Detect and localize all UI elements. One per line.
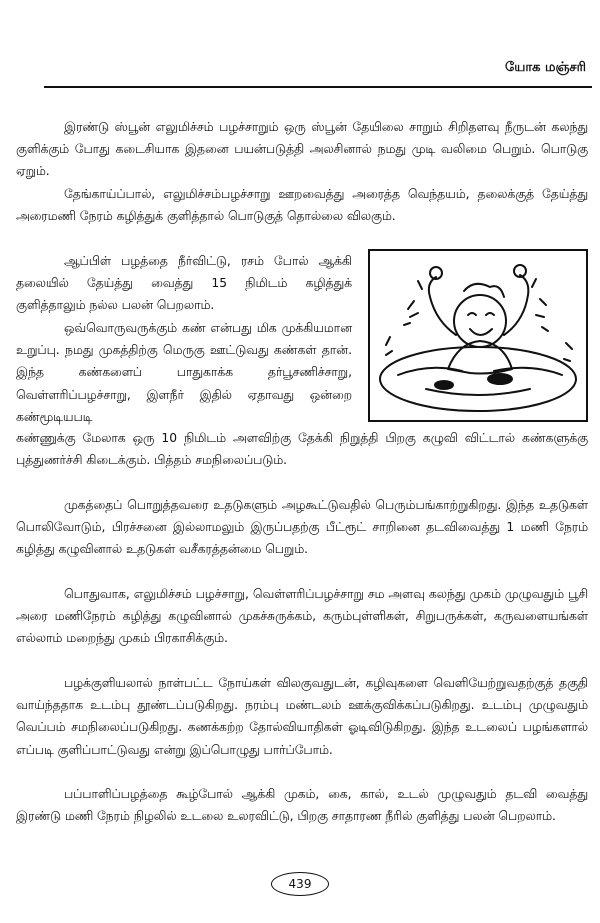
paragraph-apple-juice: ஆப்பிள் பழத்தை நீர்விட்டு, ரசம் போல் ஆக்கி தலையில் தேய்த்து வைத்து 15 நிமிடம் கழித்துக் குளித்தாலும் நல்ல பலன் பெறலாம். — [16, 254, 352, 313]
paragraph-lemon-tea-rinse: இரண்டு ஸ்பூன் எலுமிச்சம் பழச்சாறும் ஒரு ஸ்பூன் தேயிலை சாறும் சிறிதளவு நீருடன் கலந்து குளிக்கும் போது கடைசியாக இதனை பயன்படுத்தி அலசினால் நமது முடி வலிமை பெறும். பொடுகு ஏறும். — [16, 120, 588, 179]
paragraph-fruit-bath: பழக்குளியலால் நாள்பட்ட நோய்கள் விலகுவதுடன், கழிவுகளை வெளியேற்றுவதற்குத் தகுதி வாய்ந்ததாக உடம்பு தூண்டப்படுகிறது. நரம்பு மண்டலம் ஊக்குவிக்கப்படுகிறது. உடம்பு முழுவதும் வெப்பம் சமநிலைப்படுகிறது. கணக்கற்ற தோல்வியாதிகள் ஓடிவிடுகிறது. இந்த உடலைப் பழங்களால் எப்படி குளிப்பாட்டுவது என்று இப்பொழுது பார்ப்போம். — [16, 676, 588, 757]
page-number: 439 — [271, 872, 329, 896]
paragraph-coconut-milk-fenugreek: தேங்காய்ப்பால், எலுமிச்சம்பழச்சாறு ஊறவைத்து அரைத்த வெந்தயம், தலைக்குத் தேய்த்து அரைமணி நேரம் கழித்துக் குளித்தால் பொடுகுத் தொல்லை விலகும். — [16, 187, 588, 224]
paragraph-lip-care: முகத்தைப் பொறுத்தவரை உதடுகளும் அழகூட்டுவதில் பெரும்பங்காற்றுகிறது. இந்த உதடுகள் பொலிவோடும், பிரச்சனை இல்லாமலும் இருப்பதற்கு பீட்ரூட் சாறினை தடவிவைத்து 1 மணி நேரம் கழித்து கழுவினால் உதடுகள் வசீகரத்தன்மை பெறும். — [16, 498, 588, 557]
paragraph-eye-care: ஒவ்வொருவருக்கும் கண் என்பது மிக முக்கியமான உறுப்பு. நமது முகத்திற்கு மெருகு ஊட்டுவது கண்கள் தான். இந்த கண்களைப் பாதுகாக்க தர்பூசணிச்சாறு, வெள்ளரிப்பழச்சாறு, இளநீர் இதில் ஏதாவது ஒன்றை கண்மூடியபடி — [16, 321, 352, 424]
bathing-child-illustration — [368, 249, 588, 422]
paragraph-papaya-bath: பப்பாளிப்பழத்தை கூழ்போல் ஆக்கி முகம், கை, கால், உடல் முழுவதும் தடவி வைத்து இரண்டு மணி நேரம் நிழலில் உடலை உலரவிட்டு, பிறகு சாதாரண நீரில் குளித்து பலன் பெறலாம். — [16, 787, 588, 824]
paragraph-eye-care-continued: கண்ணுக்கு மேலாக ஒரு 10 நிமிடம் அளவிற்கு தேக்கி நிறுத்தி பிறகு கழுவி விட்டால் கண்களுக்கு புத்துணர்ச்சி கிடைக்கும். பித்தம் சமநிலைப்படும். — [16, 431, 588, 468]
paragraph-face-pack: பொதுவாக, எலுமிச்சம் பழச்சாறு, வெள்ளரிப்பழச்சாறு சம அளவு கலந்து முகம் முழுவதும் பூசி அரை மணிநேரம் கழித்து கழுவினால் முகச்சுருக்கம், கரும்புள்ளிகள், சிறுபருக்கள், கருவளையங்கள் எல்லாம் மறைந்து முகம் பிரகாசிக்கும். — [16, 587, 588, 646]
running-header-title: யோக மஞ்சரி — [505, 60, 586, 75]
header-rule — [44, 86, 592, 88]
